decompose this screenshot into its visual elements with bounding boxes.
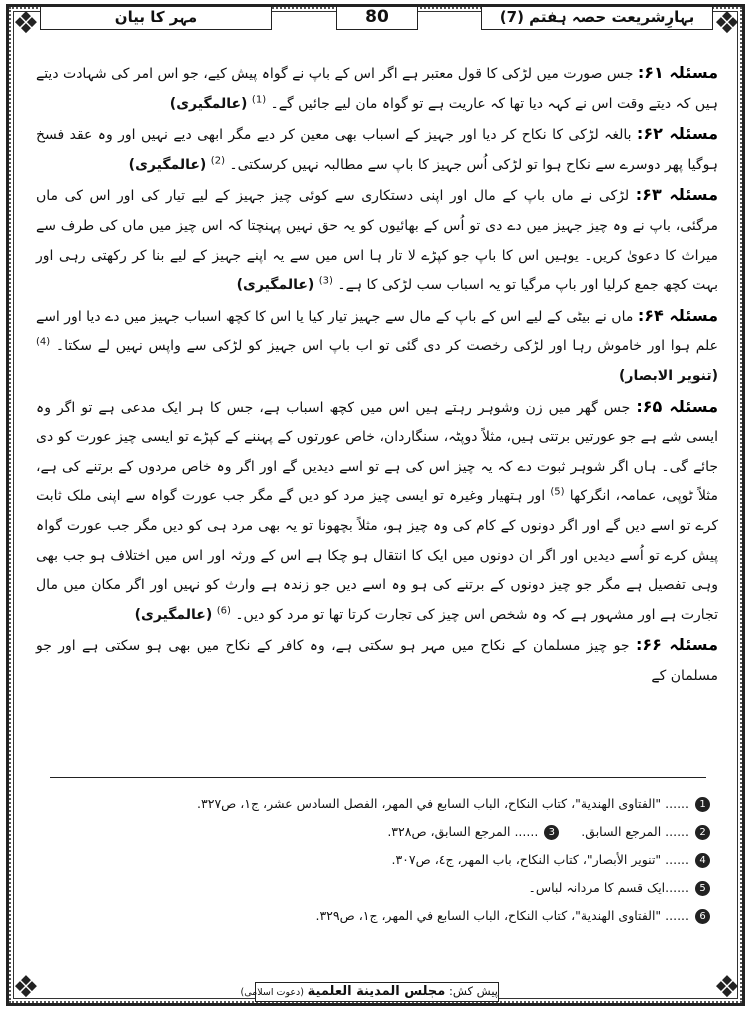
footnote-text: ...... المرجع السابق. [581,824,689,839]
footnote-row [50,902,710,930]
publisher-name: مجلس المدينة العلمية [307,984,446,999]
footnote-marker: (3) [318,275,333,287]
chapter-title: مہر کا بیان [40,6,272,30]
corner-ornament-icon: ❖ [713,6,741,41]
masala-label: مسئلہ ۶۴: [637,305,719,325]
footnote-row [50,846,710,874]
footnote-text: ...... "تنوير الأبصار"، كتاب النكاح، باب المهر، ج٤، ص٣٠٧. [391,852,689,867]
page-body [36,58,718,691]
footnote-1 [197,790,710,818]
footnote-3 [387,818,559,846]
footnote-number: 3 [544,825,559,840]
footnote-number: 2 [695,825,710,840]
masala-64 [36,301,718,392]
corner-ornament-icon: ❖ [12,970,40,1005]
reference: (عالمگیری) [236,277,315,294]
reference: (تنویر الابصار) [619,367,718,384]
footnote-text: ...... "الفتاوى الهندية"، كتاب النكاح، الباب السابع في المهر، الفصل السادس عشر، ج١، ص٣٢٧. [197,796,689,811]
footnote-number: 6 [695,909,710,924]
footnote-row [50,818,710,846]
footnote-text: ...... المرجع السابق، ص٣٢٨. [387,824,539,839]
masala-63 [36,180,718,300]
publisher-bar [240,982,499,1002]
footnote-number: 1 [695,797,710,812]
footnote-marker: (5) [550,486,565,498]
footnote-marker: (6) [216,605,231,617]
corner-ornament-icon: ❖ [713,970,741,1005]
masala-label: مسئلہ ۶۳: [635,185,718,205]
footnote-2 [581,818,710,846]
masala-text: لڑکی نے ماں باپ کے مال اور اپنی دستکاری سے کوئی چیز جہیز کے لیے تیار کی اور اس کی ماں مرگئی، باپ نے وہ چیز جہیز میں دے دی تو اُس کے بھائیوں کو یہ حق نہیں پہنچتا کہ اس چیز میں ماں کی طرف سے میراث کا دعویٰ کریں۔ یوہیں اس کا باپ جو کپڑے لا تار ہا اس میں سے یہ اپنے جہیز کے لیے بنا کر رکھتی رہی اور بہت کچھ جمع کرلیا اور باپ مرگیا تو یہ اسباب سب لڑکی کا ہے۔ [36,188,718,294]
footnote-marker: (2) [210,155,225,167]
footnote-row [50,874,710,902]
footnote-marker: (1) [251,93,267,105]
masala-text: جو چیز مسلمان کے نکاح میں مہر ہو سکتی ہے، وہ کافر کے نکاح میں بھی ہو سکتی ہے اور جو مسلمان کے [36,638,718,684]
presented-by-label: پیش کش: [449,984,498,998]
masala-label: مسئلہ ۶۵: [636,396,718,416]
masala-text: ماں نے بیٹی کے لیے اس کے باپ کے مال سے جہیز تیار کیا یا اس کا کچھ اسباب جہیز میں دے دیا اور اسے علم ہوا اور خاموش رہا اور لڑکی رخصت کر دی گئی تو اب باپ اس جہیز کو لڑکی سے واپس نہیں لے سکتا۔ [36,308,719,355]
masala-62 [36,119,718,180]
masala-text: جس صورت میں لڑکی کا قول معتبر ہے اگر اس کے باپ نے گواہ پیش کیے، جو اس امر کی شہادت دیتے ہیں کہ دیتے وقت اس نے کہہ دیا تھا کہ عاریت ہے تو گواہ مان لیے جائیں گے۔ [36,66,718,112]
footnote-divider [50,777,706,778]
corner-ornament-icon: ❖ [12,6,40,41]
reference: (عالمگیری) [128,156,207,173]
masala-65 [36,392,718,631]
footnote-row [50,790,710,818]
masala-label: مسئلہ ۶۲: [636,124,719,144]
reference: (عالمگیری) [134,606,213,623]
masala-text: جس گھر میں زن وشوہر رہتے ہیں اس میں کچھ اسباب ہے، جس کا ہر ایک مدعی ہے تو اگر وہ ایسی شے ہے جو عورتیں برتتی ہیں، مثلاً دوپٹہ، سنگاردان، خاص عورتوں کے پہننے کے کپڑے تو ایسی چیز عورت کو دی جائے گی۔ ہاں اگر شوہر ثبوت دے کہ یہ چیز اس کی ہے تو اسے دیدیں گے اور اگر وہ خاص مردوں کے برتنے کی ہے، مثلاً ٹوپی، عمامہ، انگرکھا [36,399,719,505]
masala-label: مسئلہ ۶۶: [635,635,718,655]
masala-text: بالغہ لڑکی کا نکاح کر دیا اور جہیز کے اسباب بھی معین کر دیے مگر ابھی دیے نہیں اور وہ عقد فسخ ہوگیا پھر دوسرے سے نکاح ہوا تو لڑکی اُس جہیز کا باپ سے مطالبہ نہیں کرسکتی۔ [36,127,718,173]
footnote-4 [391,846,710,874]
footnote-5 [529,874,711,902]
footnote-number: 5 [695,881,710,896]
masala-61 [36,58,718,119]
footnote-text: ......ایک قسم کا مردانہ لباس۔ [528,880,689,895]
organization-name: (دعوت اسلامی) [240,987,304,998]
book-title: بہارِشریعت حصہ ہفتم (7) [481,6,713,30]
footnote-6 [315,902,710,930]
page-header [40,6,713,32]
footnote-text: ...... "الفتاوى الهندية"، كتاب النكاح، الباب السابع في المهر، ج١، ص٣٢٩. [315,908,689,923]
footnotes [50,790,710,930]
masala-label: مسئلہ ۶۱: [637,63,719,82]
masala-66 [36,630,718,691]
page-number: 80 [336,6,418,30]
reference: (عالمگیری) [169,95,248,112]
masala-text-continued: اور ہتھیار وغیرہ تو ایسی چیز مرد کو دیں گے مگر جب عورت گواہ سے اپنی ملک ثابت کرے تو اسے دیں گے اور اگر دونوں کے کام کی وہ چیز ہو، مثلاً بچھونا تو یہ بھی مرد ہی کو دیں مگر جب عورت گواہ پیش کرے تو اُسے دیدیں اور اگر ان دونوں میں ایک کا انتقال ہو چکا ہے اس کے ورثہ اور اس میں اختلاف ہو جب بھی وہی تفصیل ہے مگر جو چیز دونوں کے برتنے کی ہو وہ اسے دیں جو زندہ ہے وارث کو نہیں اور اگر مکان میں مال تجارت ہے اور مشہور ہے کہ وہ شخص اس چیز کی تجارت کرتا تھا تو مرد کو دیں۔ [36,488,718,623]
footnote-marker: (4) [36,336,51,348]
footnote-number: 4 [695,853,710,868]
